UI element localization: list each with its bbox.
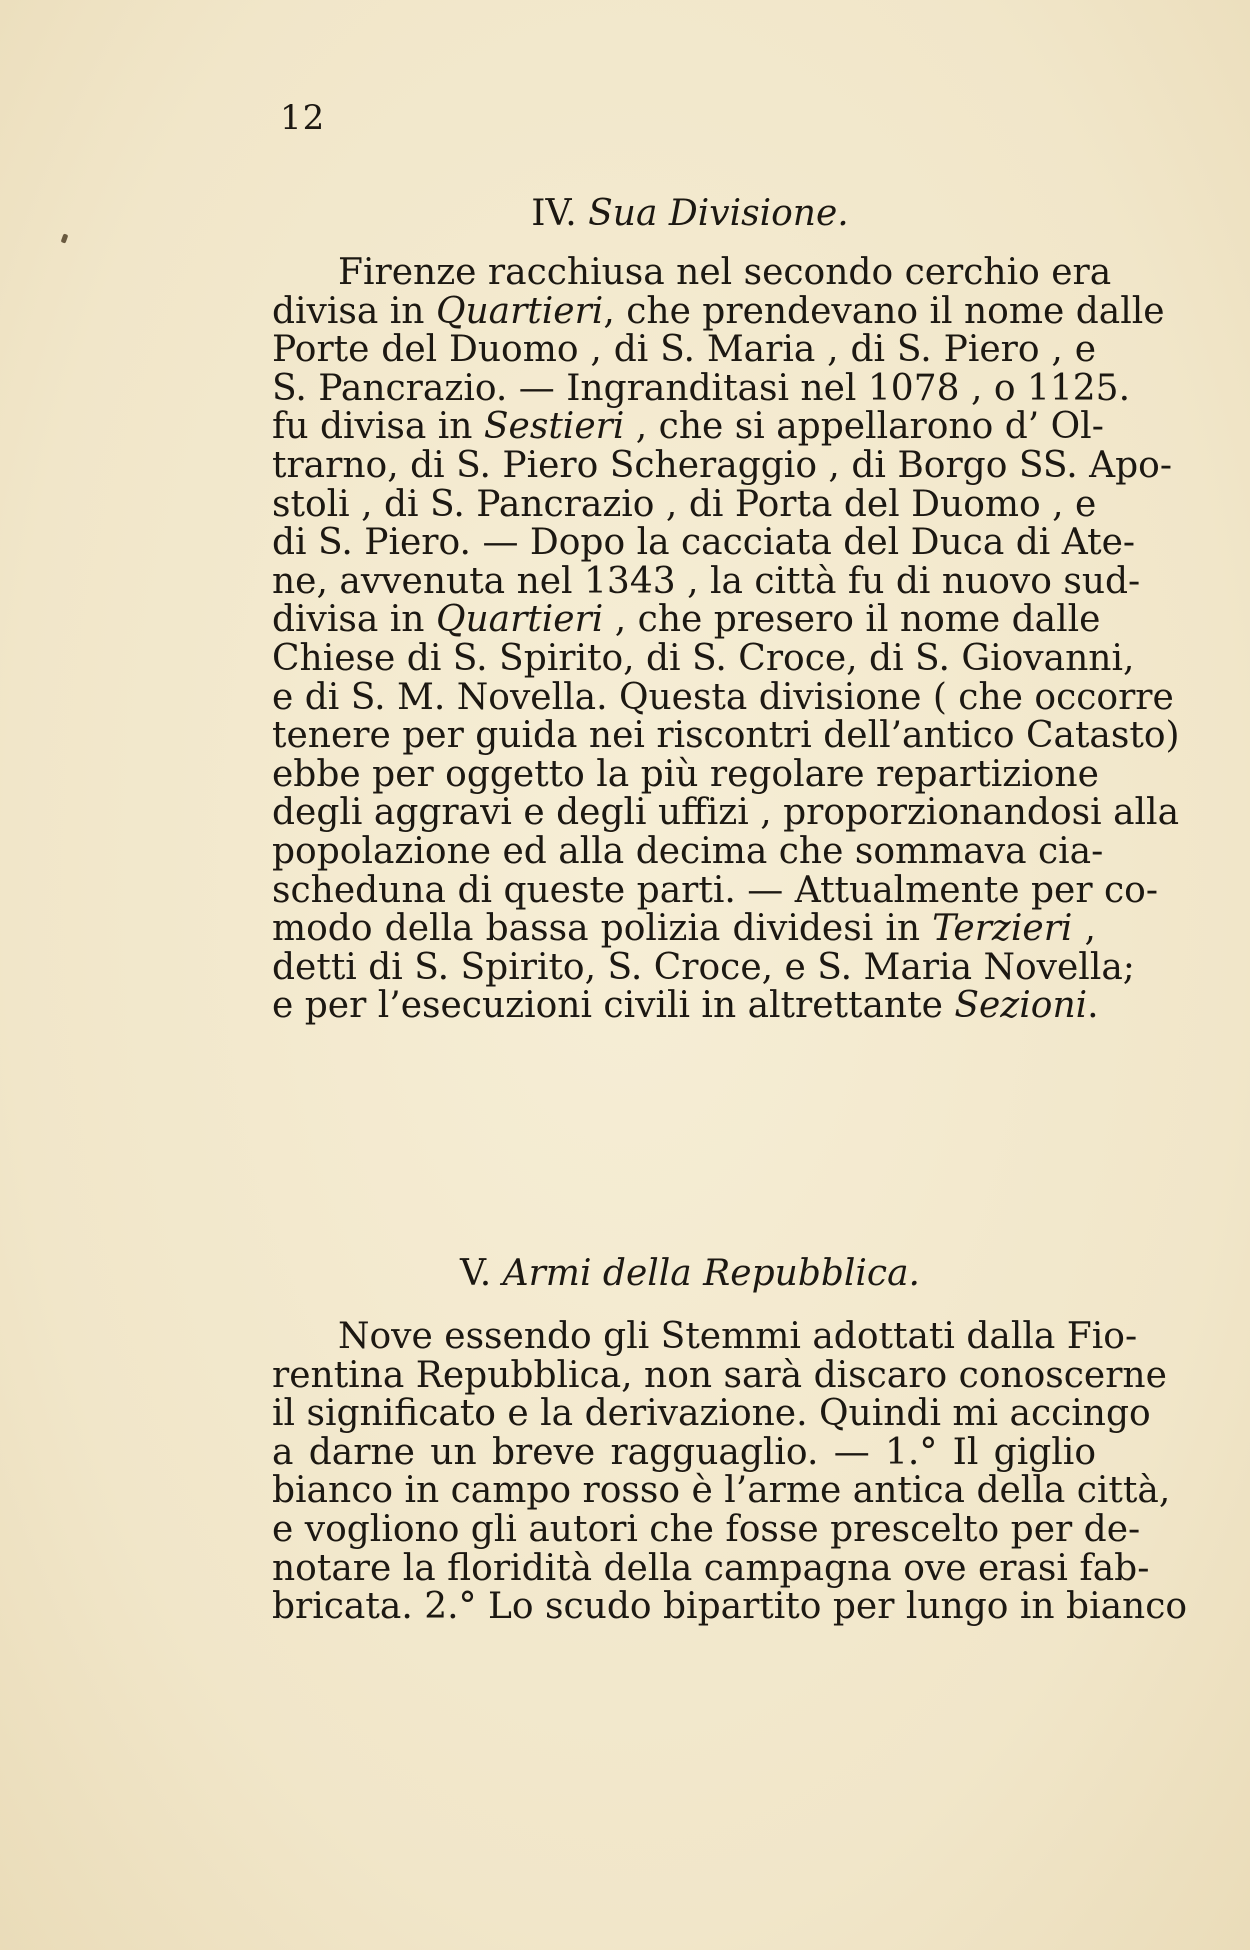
section-v-title: Armi della Repubblica. (502, 1253, 921, 1294)
text-line: divisa in Quartieri , che presero il nome dalle (272, 599, 1101, 641)
text-line: divisa in Quartieri, che prendevano il nome dalle (272, 290, 1165, 332)
section-v-heading (270, 1253, 1110, 1294)
italic-term: Terzieri (932, 908, 1073, 950)
section-v-number: V. (459, 1253, 492, 1294)
text-line: rentina Repubblica, non sarà discaro conoscerne (272, 1354, 1167, 1396)
text-line: fu divisa in Sestieri , che si appellarono d’ Ol- (272, 406, 1104, 448)
text-line: Nove essendo gli Stemmi adottati dalla Fio- (338, 1316, 1138, 1357)
section-iv-number: IV. (531, 193, 577, 234)
text-line: notare la floridità della campagna ove erasi fab- (272, 1547, 1150, 1589)
text-line: Firenze racchiusa nel secondo cerchio era (338, 252, 1112, 293)
text-line: stoli , di S. Pancrazio , di Porta del Duomo , e (272, 483, 1097, 525)
text-line: e per l’esecuzioni civili in altrettante Sezioni. (272, 985, 1099, 1027)
text-line: scheduna di queste parti. — Attualmente per co- (272, 869, 1159, 911)
text-line: e di S. M. Novella. Questa divisione ( che occorre (272, 676, 1174, 718)
italic-term: Sestieri (483, 406, 625, 448)
italic-term: Quartieri (435, 290, 604, 332)
text-line: trarno, di S. Piero Scheraggio , di Borgo SS. Apo- (272, 445, 1172, 486)
text-line: ebbe per oggetto la più regolare repartizione (272, 753, 1099, 795)
section-iv-heading (270, 193, 1110, 234)
page-number: 12 (280, 98, 326, 138)
text-line: tenere per guida nei riscontri dell’antico Catasto) (272, 715, 1180, 757)
text-line: il significato e la derivazione. Quindi mi accingo (272, 1393, 1151, 1435)
text-line: bricata. 2.° Lo scudo bipartito per lungo in bianco (272, 1586, 1188, 1628)
text-line: ne, avvenuta nel 1343 , la città fu di nuovo sud- (272, 560, 1141, 602)
italic-term: Quartieri (435, 599, 604, 641)
text-line: Porte del Duomo , di S. Maria , di S. Piero , e (272, 329, 1096, 371)
text-line: e vogliono gli autori che fosse prescelto per de- (272, 1509, 1141, 1550)
text-line: detti di S. Spirito, S. Croce, e S. Maria Novella; (272, 946, 1135, 988)
text-line: degli aggravi e degli uffizi , proporzionandosi alla (272, 792, 1180, 834)
text-line: Chiese di S. Spirito, di S. Croce, di S. Giovanni, (272, 638, 1135, 679)
text-line: di S. Piero. — Dopo la cacciata del Duca di Ate- (272, 522, 1136, 564)
text-line: S. Pancrazio. — Ingranditasi nel 1078 , o 1125. (272, 367, 1131, 409)
ink-speck (61, 233, 69, 243)
italic-term: Sezioni (954, 985, 1088, 1027)
section-iv-title: Sua Divisione. (588, 193, 849, 234)
text-line: bianco in campo rosso è l’arme antica della città, (272, 1470, 1171, 1512)
text-line: modo della bassa polizia dividesi in Terzieri , (272, 908, 1096, 950)
text-line: popolazione ed alla decima che sommava cia- (272, 831, 1104, 872)
text-line: a darne un breve ragguaglio. — 1.° Il giglio (272, 1431, 1096, 1473)
